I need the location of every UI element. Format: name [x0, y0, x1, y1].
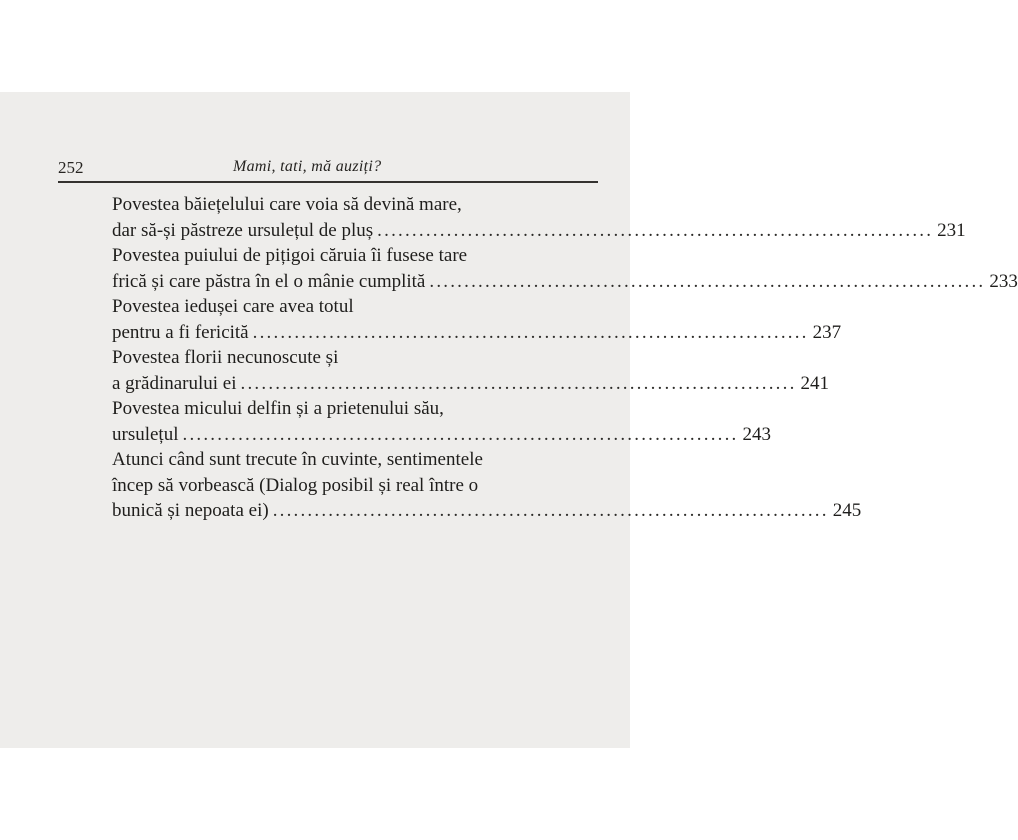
dot-leader: ................................................................................: [252, 321, 809, 343]
dot-leader: ................................................................................: [240, 372, 797, 394]
toc-entry: [112, 447, 862, 524]
toc-entry-line: încep să vorbească (Dialog posibil și real între o: [112, 474, 479, 496]
toc-entry: [112, 396, 771, 447]
dot-leader: ................................................................................: [272, 500, 829, 521]
toc-entry-line: Atunci când sunt trecute în cuvinte, sentimentele: [112, 449, 483, 470]
toc-entry-last-line: [112, 218, 966, 244]
toc-entry-title-end: pentru a fi fericită: [112, 321, 249, 343]
toc-entry-title-end: a grădinarului ei: [112, 372, 237, 394]
toc-entry-title-end: frică și care păstra în el o mânie cumplită: [112, 270, 426, 292]
header-rule: [58, 181, 598, 183]
toc-page-number: 245: [832, 500, 862, 521]
toc-page-number: 241: [800, 372, 830, 394]
dot-leader: ................................................................................: [377, 219, 934, 241]
toc-entry-last-line: [112, 498, 862, 524]
toc-entry-line: Povestea micului delfin și a prietenului său,: [112, 398, 444, 419]
toc-entry-last-line: [112, 422, 771, 448]
toc-entry: [112, 243, 1018, 294]
toc-entry-title-end: dar să-și păstreze ursulețul de pluș: [112, 219, 374, 241]
toc-entry-last-line: [112, 269, 1018, 295]
toc-page-number: 233: [989, 270, 1018, 292]
toc-page-number: 243: [742, 423, 771, 445]
toc-page-number: 237: [812, 321, 842, 343]
toc-entry: [112, 192, 966, 243]
toc-entry-title-end: ursulețul: [112, 423, 179, 445]
running-title: Mami, tati, mă auziți?: [233, 158, 382, 175]
toc-page-number: 231: [937, 219, 966, 241]
page-number: 252: [58, 158, 84, 177]
toc-entry-title-end: bunică și nepoata ei): [112, 500, 269, 521]
dot-leader: ................................................................................: [182, 423, 739, 445]
book-page: [0, 92, 1018, 748]
toc-entry-last-line: [112, 371, 830, 397]
toc-entry: [112, 294, 842, 345]
page-header: [58, 154, 598, 180]
toc-entry: [112, 345, 830, 396]
toc-entry-line: Povestea iedușei care avea totul: [112, 296, 354, 317]
toc-entry-last-line: [112, 320, 842, 346]
toc-entry-line: Povestea florii necunoscute și: [112, 347, 339, 368]
table-of-contents: [112, 192, 1018, 524]
toc-entry-line: Povestea puiului de pițigoi căruia îi fusese tare: [112, 245, 468, 266]
toc-entry-line: Povestea băiețelului care voia să devină mare,: [112, 194, 462, 215]
dot-leader: ................................................................................: [429, 270, 986, 292]
